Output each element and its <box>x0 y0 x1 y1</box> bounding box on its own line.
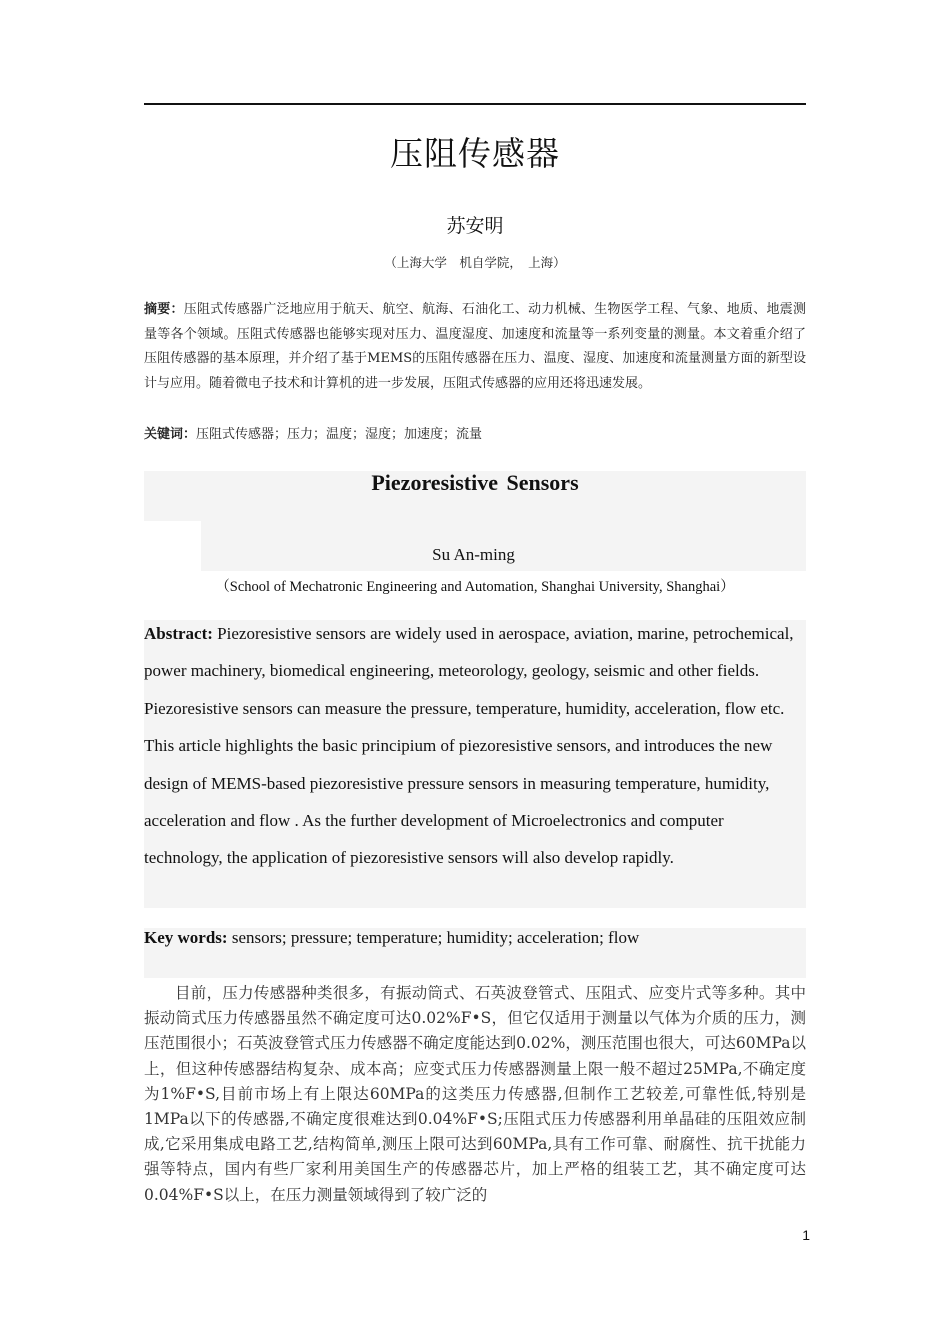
body-paragraph: 目前，压力传感器种类很多，有振动筒式、石英波登管式、压阻式、应变片式等多种。其中振动筒式压力传感器虽然不确定度可达0.02%F•S，但它仅适用于测量以气体为介质的压力，测压范围很小；石英波登管式压力传感器不确定度能达到0.02%，测压范围也很大，可达60MPa以上，但这种传感器结构复杂、成本高；应变式压力传感器测量上限一般不超过25MPa,不确定度为1%F•S,目前市场上有上限达60MPa的这类压力传感器,但制作工艺较差,可靠性低,特别是1MPa以下的传感器,不确定度很难达到0.04%F•S;压阻式压力传感器利用单晶硅的压阻效应制成,它采用集成电路工艺,结构简单,测压上限可达到60MPa,具有工作可靠、耐腐性、抗干扰能力强等特点，国内有些厂家利用美国生产的传感器芯片，加上严格的组装工艺，其不确定度可达0.04%F•S以上，在压力测量领域得到了较广泛的 <box>144 984 806 1204</box>
abstract-en <box>144 615 806 877</box>
keywords-en-label: Key words: <box>144 928 228 947</box>
author-affiliation: （上海大学 机自学院， 上海） <box>384 255 566 270</box>
author-affiliation-en: （School of Mechatronic Engineering and Automation, Shanghai University, Shanghai） <box>215 579 735 595</box>
header-rule <box>144 103 806 105</box>
abstract-cn-text: 压阻式传感器广泛地应用于航天、航空、航海、石油化工、动力机械、生物医学工程、气象、地质、地震测量等各个领域。压阻式传感器也能够实现对压力、温度湿度、加速度和流量等一系列变量的测量。本文着重介绍了压阻传感器的基本原理，并介绍了基于MEMS的压阻传感器在压力、温度、湿度、加速度和流量测量方面的新型设计与应用。随着微电子技术和计算机的进一步发展，压阻式传感器的应用还将迅速发展。 <box>144 302 806 391</box>
keywords-cn-label: 关键词： <box>144 427 197 442</box>
author-name-en: Su An-ming <box>432 545 515 564</box>
keywords-cn <box>144 423 806 442</box>
abstract-cn <box>144 298 806 396</box>
abstract-en-label: Abstract: <box>144 624 213 643</box>
keywords-en-text: sensors; pressure; temperature; humidity; acceleration; flow <box>231 928 640 947</box>
abstract-cn-label: 摘要： <box>144 302 184 317</box>
author-name: 苏安明 <box>446 215 504 237</box>
paper-title-en: Piezoresistive Sensors <box>371 470 579 495</box>
page-number: 1 <box>802 1227 810 1243</box>
abstract-en-text: Piezoresistive sensors are widely used in aerospace, aviation, marine, petrochemical, power machinery, biomedical engineering, meteorology, geology, seismic and other fields. Piezoresistive sensors can measure the pressure, temperature, humidity, acceleration, flow etc. This article highlights the basic principium of piezoresistive sensors, and introduces the new design of MEMS-based piezoresistive pressure sensors in measuring temperature, humidity, acceleration and flow . As the further development of Microelectronics and computer technology, the application of piezoresistive sensors will also develop rapidly. <box>144 624 794 868</box>
paper-title: 压阻传感器 <box>390 134 560 173</box>
keywords-cn-text: 压阻式传感器；压力；温度；湿度；加速度；流量 <box>196 427 483 442</box>
keywords-en <box>144 928 806 948</box>
